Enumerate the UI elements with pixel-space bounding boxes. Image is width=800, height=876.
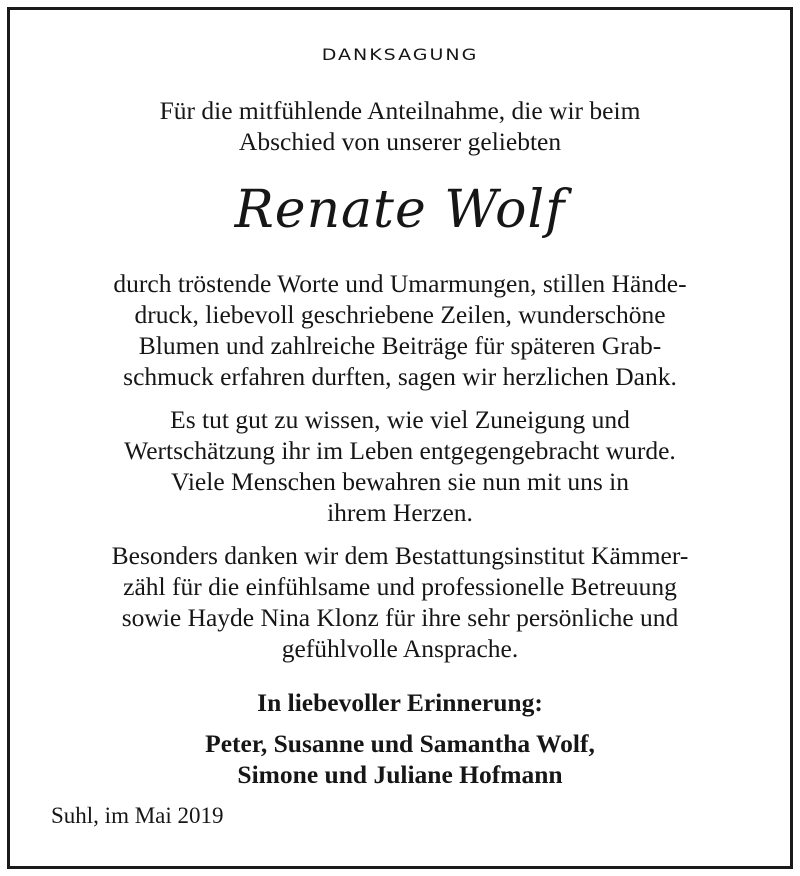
closing-line: In liebevoller Erinnerung: — [257, 688, 543, 717]
place-date: Suhl, im Mai 2019 — [51, 803, 224, 828]
paragraph-line: schmuck erfahren durften, sagen wir herzlichen Dank. — [123, 362, 677, 391]
deceased-name: Renate Wolf — [234, 180, 566, 240]
paragraph-line: zähl für die einfühlsame und professionelle Betreuung — [123, 572, 677, 601]
affection-paragraph — [40, 404, 760, 528]
signatories — [0, 728, 800, 790]
thanks-paragraph — [40, 268, 760, 392]
special-thanks-paragraph — [40, 540, 760, 664]
paragraph-line: Besonders danken wir dem Bestattungsinstitut Kämmer- — [111, 541, 689, 570]
paragraph-line: Viele Menschen bewahren sie nun mit uns in — [170, 467, 630, 496]
notice-heading: DANKSAGUNG — [321, 45, 479, 65]
paragraph-line: sowie Hayde Nina Klonz für ihre sehr persönliche und — [121, 603, 679, 632]
paragraph-line: Wertschätzung ihr im Leben entgegengebracht wurde. — [124, 436, 676, 465]
paragraph-line: ihrem Herzen. — [327, 498, 473, 527]
paragraph-line: durch tröstende Worte und Umarmungen, stillen Hände- — [113, 269, 687, 298]
paragraph-line: gefühlvolle Ansprache. — [281, 634, 519, 663]
intro-line: Für die mitfühlende Anteilnahme, die wir beim — [159, 96, 641, 125]
signatory-line: Peter, Susanne und Samantha Wolf, — [205, 729, 595, 758]
paragraph-line: druck, liebevoll geschriebene Zeilen, wunderschöne — [134, 300, 666, 329]
paragraph-line: Blumen und zahlreiche Beiträge für späteren Grab- — [138, 331, 662, 360]
intro-line: Abschied von unserer geliebten — [238, 127, 562, 156]
signatory-line: Simone und Juliane Hofmann — [237, 760, 563, 789]
paragraph-line: Es tut gut zu wissen, wie viel Zuneigung und — [170, 405, 630, 434]
intro-paragraph — [40, 95, 760, 157]
